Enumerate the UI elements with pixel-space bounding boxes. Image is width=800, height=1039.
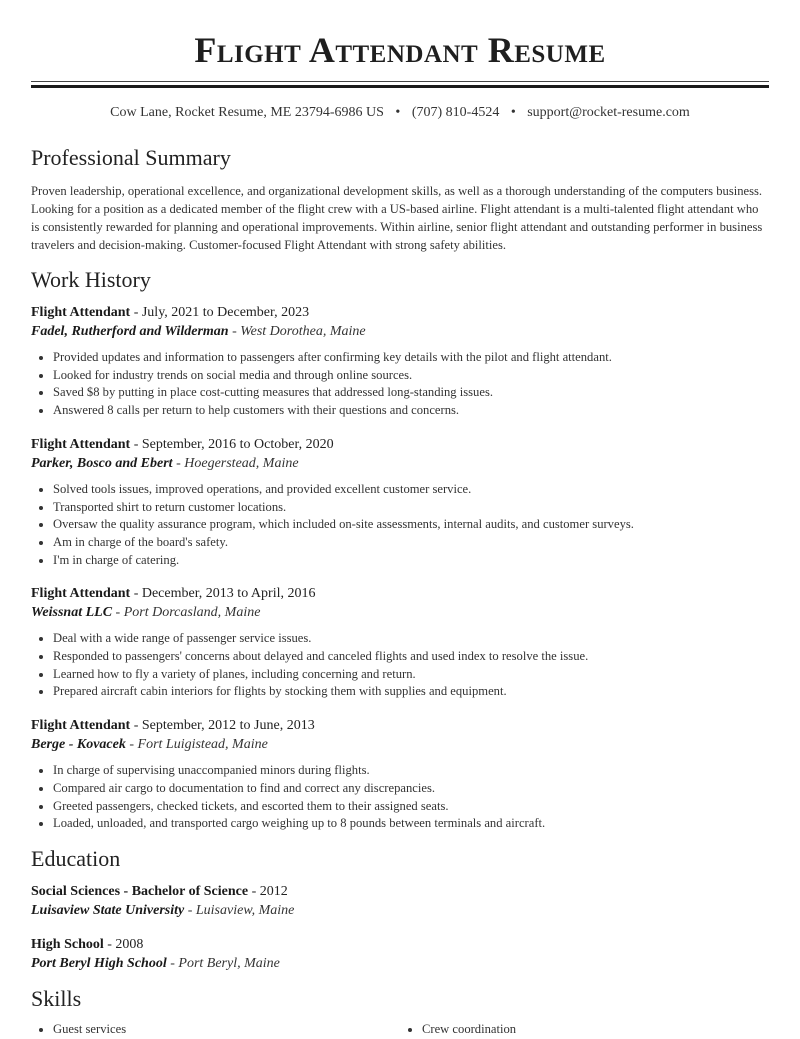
contact-line	[31, 104, 769, 122]
job-bullet: • Saved $8 by putting in place cost-cutting measures that addressed long-standing issues.	[53, 384, 769, 402]
job-entry	[31, 303, 769, 420]
summary-text: Proven leadership, operational excellence, and organizational development skills, as well as a thorough understanding of the computers business. Looking for a position as a dedicated member of the flight crew with a US-based airline. Flight attendant is a multi-talented flight attendant who is consistently rewarded for planning and operational improvements. Within airline, senior flight attendant and outstanding performer in business travelers and decision-making. Customer-focused Flight Attendant with strong safety abilities.	[31, 184, 763, 252]
education-location: - Luisaview, Maine	[184, 902, 295, 918]
job-title: Flight Attendant	[31, 586, 131, 602]
education-entry	[31, 935, 769, 973]
job-bullet: • Learned how to fly a variety of planes, including concerning and return.	[53, 666, 769, 684]
job-dates: - July, 2021 to December, 2023	[130, 305, 310, 320]
job-company: Weissnat LLC	[31, 605, 113, 621]
bullet-separator-icon: •	[395, 105, 401, 120]
job-bullets	[31, 349, 769, 420]
skills-columns	[31, 1021, 769, 1039]
education-degree: High School	[31, 936, 104, 952]
job-company: Parker, Bosco and Ebert	[31, 455, 173, 471]
job-bullet: • Responded to passengers' concerns about delayed and canceled flights and used index to resolve the issue.	[53, 648, 769, 666]
education-location: - Port Beryl, Maine	[166, 955, 280, 971]
job-bullet: • Compared air cargo to documentation to find and correct any discrepancies.	[53, 780, 769, 798]
education-school: Luisaview State University	[31, 902, 185, 918]
section-heading-skills: Skills	[31, 985, 82, 1011]
education-entry	[31, 882, 769, 920]
contact-phone: (707) 810-4524	[411, 105, 500, 120]
education-year: - 2012	[248, 883, 288, 899]
skill-item: • Guest services	[53, 1021, 400, 1039]
job-bullets	[31, 762, 769, 833]
job-dates: - December, 2013 to April, 2016	[130, 586, 316, 602]
job-location: - Fort Luigistead, Maine	[125, 737, 268, 753]
section-heading-summary: Professional Summary	[31, 145, 231, 170]
job-bullet: • Greeted passengers, checked tickets, and escorted them to their assigned seats.	[53, 798, 769, 816]
job-title: Flight Attendant	[31, 305, 131, 320]
job-company: Berge - Kovacek	[31, 737, 126, 753]
job-entry	[31, 716, 769, 833]
job-entry	[31, 435, 769, 570]
job-bullet: • Solved tools issues, improved operations, and provided excellent customer service.	[53, 481, 769, 499]
education-year: - 2008	[103, 936, 144, 952]
job-bullet: • Oversaw the quality assurance program, which included on-site assessments, internal audits, and customer surveys.	[53, 516, 769, 534]
work-history-section	[31, 266, 769, 833]
job-bullet: • Loaded, unloaded, and transported cargo weighing up to 8 pounds between terminals and aircraft.	[53, 815, 769, 833]
job-bullet: • Prepared aircraft cabin interiors for flights by stocking them with supplies and equipment.	[53, 683, 769, 701]
skills-right-column	[400, 1021, 769, 1039]
education-degree: Social Sciences - Bachelor of Science	[31, 883, 249, 899]
header-divider	[31, 81, 769, 88]
job-bullet: • Am in charge of the board's safety.	[53, 534, 769, 552]
job-bullet: • In charge of supervising unaccompanied minors during flights.	[53, 762, 769, 780]
job-location: - West Dorothea, Maine	[228, 324, 366, 339]
job-bullets	[31, 481, 769, 570]
job-location: - Port Dorcasland, Maine	[112, 605, 261, 621]
job-dates: - September, 2016 to October, 2020	[130, 436, 334, 452]
education-section	[31, 845, 769, 973]
job-bullet: • Transported shirt to return customer locations.	[53, 499, 769, 517]
job-location: - Hoegerstead, Maine	[172, 455, 299, 471]
skills-section	[31, 985, 769, 1039]
job-entry	[31, 584, 769, 701]
skill-item: • Crew coordination	[422, 1021, 769, 1039]
contact-email: support@rocket-resume.com	[527, 105, 690, 120]
bullet-separator-icon: •	[510, 105, 516, 120]
job-bullet: • Looked for industry trends on social media and through online sources.	[53, 367, 769, 385]
job-bullet: • I'm in charge of catering.	[53, 552, 769, 570]
contact-address: Cow Lane, Rocket Resume, ME 23794-6986 US	[110, 105, 384, 120]
job-bullet: • Answered 8 calls per return to help customers with their questions and concerns.	[53, 402, 769, 420]
job-bullets	[31, 630, 769, 701]
resume-title: Flight Attendant Resume	[194, 30, 606, 70]
divider-thick-line	[31, 85, 769, 88]
professional-summary-section	[31, 144, 769, 254]
job-bullet: • Provided updates and information to passengers after confirming key details with the pilot and flight attendant.	[53, 349, 769, 367]
job-title: Flight Attendant	[31, 718, 131, 734]
job-bullet: • Deal with a wide range of passenger service issues.	[53, 630, 769, 648]
skills-left-column	[31, 1021, 400, 1039]
job-title: Flight Attendant	[31, 436, 131, 452]
education-school: Port Beryl High School	[31, 955, 167, 971]
job-company: Fadel, Rutherford and Wilderman	[31, 324, 229, 339]
job-dates: - September, 2012 to June, 2013	[130, 718, 315, 734]
divider-thin-line	[31, 81, 769, 82]
section-heading-education: Education	[31, 845, 121, 871]
section-heading-work: Work History	[31, 267, 151, 292]
